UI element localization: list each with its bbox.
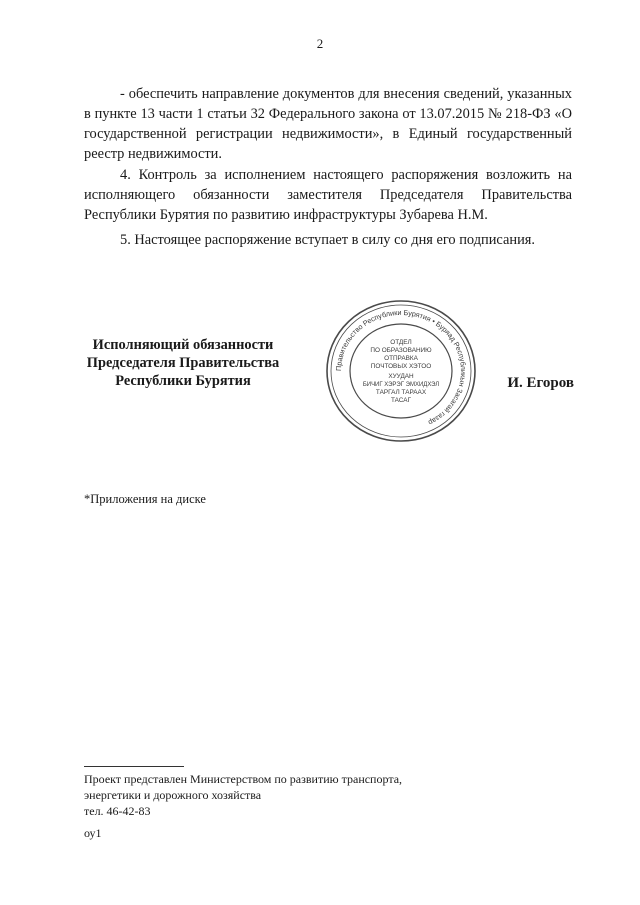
stamp-text-line: ТАСАГ [390,397,412,404]
signatory-position [60,336,306,390]
footer-phone: тел. 46-42-83 [84,804,151,818]
paragraph-item-documents: - обеспечить направление документов для внесения сведений, указанных в пункте 13 части 1 статьи 32 Федерального закона от 13.07.2015 № 218-ФЗ «О государственной регистрации недвижимости», в Единый государственный реестр недвижимости. [84,86,572,162]
official-seal-stamp [322,298,480,444]
page-number: 2 [316,36,324,51]
stamp-text-line: ОТДЕЛ [390,339,412,346]
stamp-text-line: ТАРГАЛ ТАРААХ [375,389,427,396]
footer-divider [84,766,184,767]
signatory-position-line: Республики Бурятия [115,373,251,389]
attachment-note: *Приложения на диске [84,492,206,506]
paragraph-control: 4. Контроль за исполнением настоящего распоряжения возложить на исполняющего обязанности заместителя Председателя Правительства Республики Бурятия по развитию инфраструктуры Зубарева Н.М. [84,167,572,223]
stamp-text-line: ПОЧТОВЫХ ХЭТОО [370,363,432,370]
stamp-text-line: ОТПРАВКА [384,355,418,362]
footer-code: оу1 [84,826,102,840]
signatory-position-line: Исполняющий обязанности [92,337,274,353]
stamp-text-line: БИЧИГ ХЭРЭГ ЭМХИДХЭЛ [362,382,440,388]
footer-line: Проект представлен Министерством по развитию транспорта, [84,772,403,786]
footer-block [84,771,402,841]
footer-line: энергетики и дорожного хозяйства [84,788,262,802]
stamp-ring-text: Правительство Республики Бурятия • Буряад Республикын Засагай газар [333,307,469,428]
signatory-name: И. Егоров [507,375,574,391]
signatory-position-line: Председателя Правительства [86,355,280,371]
paragraph-effective-date: 5. Настоящее распоряжение вступает в силу со дня его подписания. [120,232,535,248]
stamp-text-line: ПО ОБРАЗОВАНИЮ [370,347,432,354]
stamp-text-line: ХУУДАН [388,373,414,380]
